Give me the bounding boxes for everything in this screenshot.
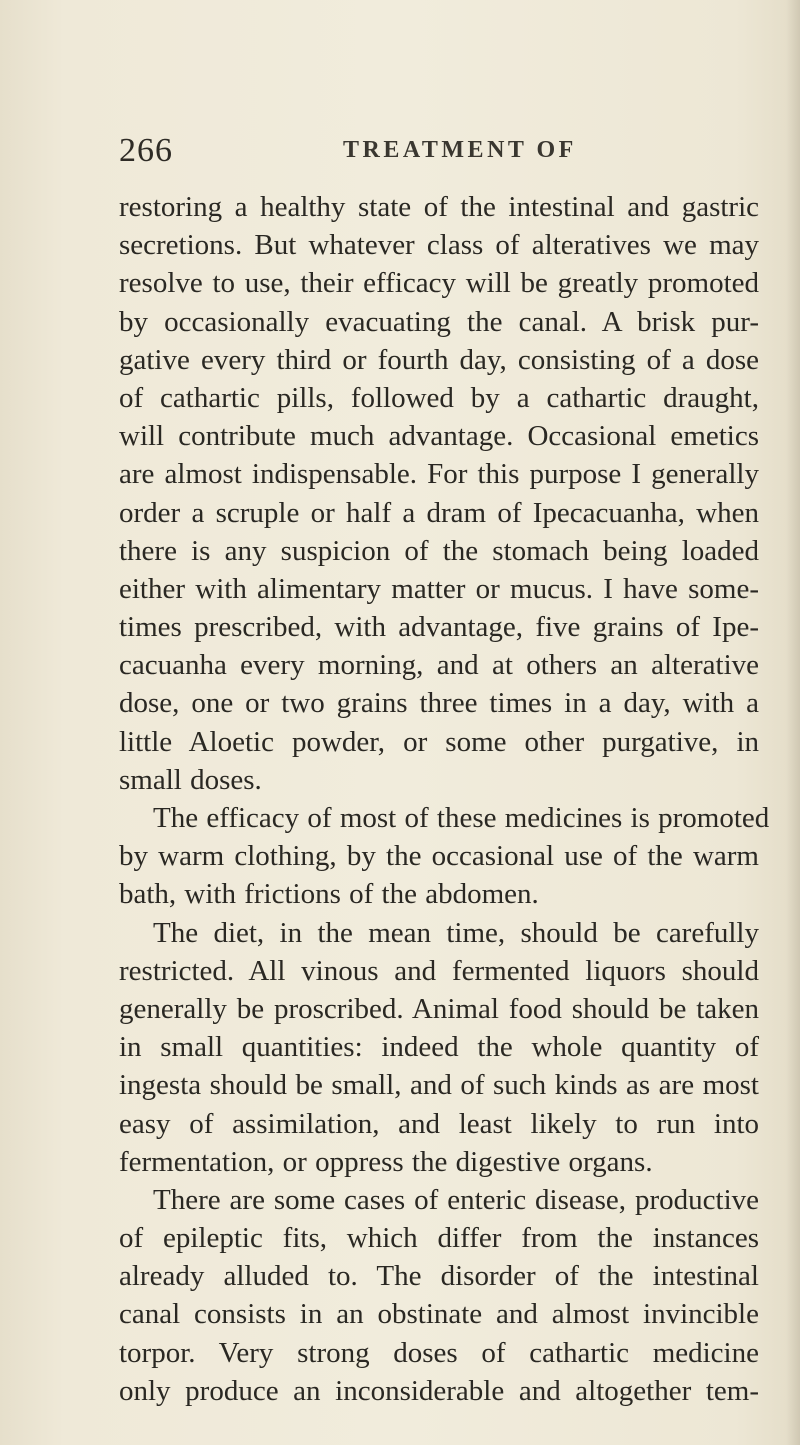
text-line: secretions. But whatever class of alteratives we may xyxy=(119,229,759,262)
text-line: torpor. Very strong doses of cathartic medicine xyxy=(119,1336,759,1369)
text-line: there is any suspicion of the stomach being loaded xyxy=(119,534,759,567)
text-line: fermentation, or oppress the digestive organs. xyxy=(119,1145,653,1178)
text-line: canal consists in an obstinate and almost invincible xyxy=(119,1298,759,1331)
text-line: generally be proscribed. Animal food should be taken xyxy=(119,992,759,1025)
text-line: by occasionally evacuating the canal. A brisk pur- xyxy=(119,305,759,338)
text-line: of cathartic pills, followed by a cathartic draught, xyxy=(119,381,759,414)
text-line: times prescribed, with advantage, five grains of Ipe- xyxy=(119,611,759,644)
text-line: easy of assimilation, and least likely to run into xyxy=(119,1107,759,1140)
text-line: There are some cases of enteric disease, productive xyxy=(153,1183,759,1216)
text-line: bath, with frictions of the abdomen. xyxy=(119,878,539,911)
text-line: little Aloetic powder, or some other purgative, in xyxy=(119,725,759,758)
text-line: only produce an inconsiderable and altogether tem- xyxy=(119,1374,759,1407)
text-line: of epileptic fits, which differ from the instances xyxy=(119,1222,759,1255)
text-line: gative every third or fourth day, consisting of a dose xyxy=(119,343,759,376)
text-line: resolve to use, their efficacy will be greatly promoted xyxy=(119,267,759,300)
page-header xyxy=(119,132,759,172)
running-head: TREATMENT OF xyxy=(343,137,577,163)
text-line: dose, one or two grains three times in a day, with a xyxy=(119,687,759,720)
body-text xyxy=(119,188,770,1410)
page-number: 266 xyxy=(119,132,173,169)
text-line: will contribute much advantage. Occasional emetics xyxy=(119,420,759,453)
text-line: in small quantities: indeed the whole quantity of xyxy=(119,1031,759,1064)
text-line: by warm clothing, by the occasional use of the warm xyxy=(119,840,759,873)
text-line: ingesta should be small, and of such kinds as are most xyxy=(119,1069,759,1102)
text-line: restricted. All vinous and fermented liquors should xyxy=(119,954,759,987)
text-line: are almost indispensable. For this purpose I generally xyxy=(119,458,759,491)
text-line: already alluded to. The disorder of the intestinal xyxy=(119,1260,759,1293)
page-edge-shadow xyxy=(786,0,800,1445)
text-line: The diet, in the mean time, should be carefully xyxy=(153,916,759,949)
text-line: The efficacy of most of these medicines is promoted xyxy=(153,802,770,834)
text-line: small doses. xyxy=(119,763,262,796)
text-line: either with alimentary matter or mucus. I have some- xyxy=(119,572,759,605)
text-line: order a scruple or half a dram of Ipecacuanha, when xyxy=(119,496,759,529)
text-line: restoring a healthy state of the intestinal and gastric xyxy=(119,191,759,223)
text-line: cacuanha every morning, and at others an alterative xyxy=(119,649,759,682)
